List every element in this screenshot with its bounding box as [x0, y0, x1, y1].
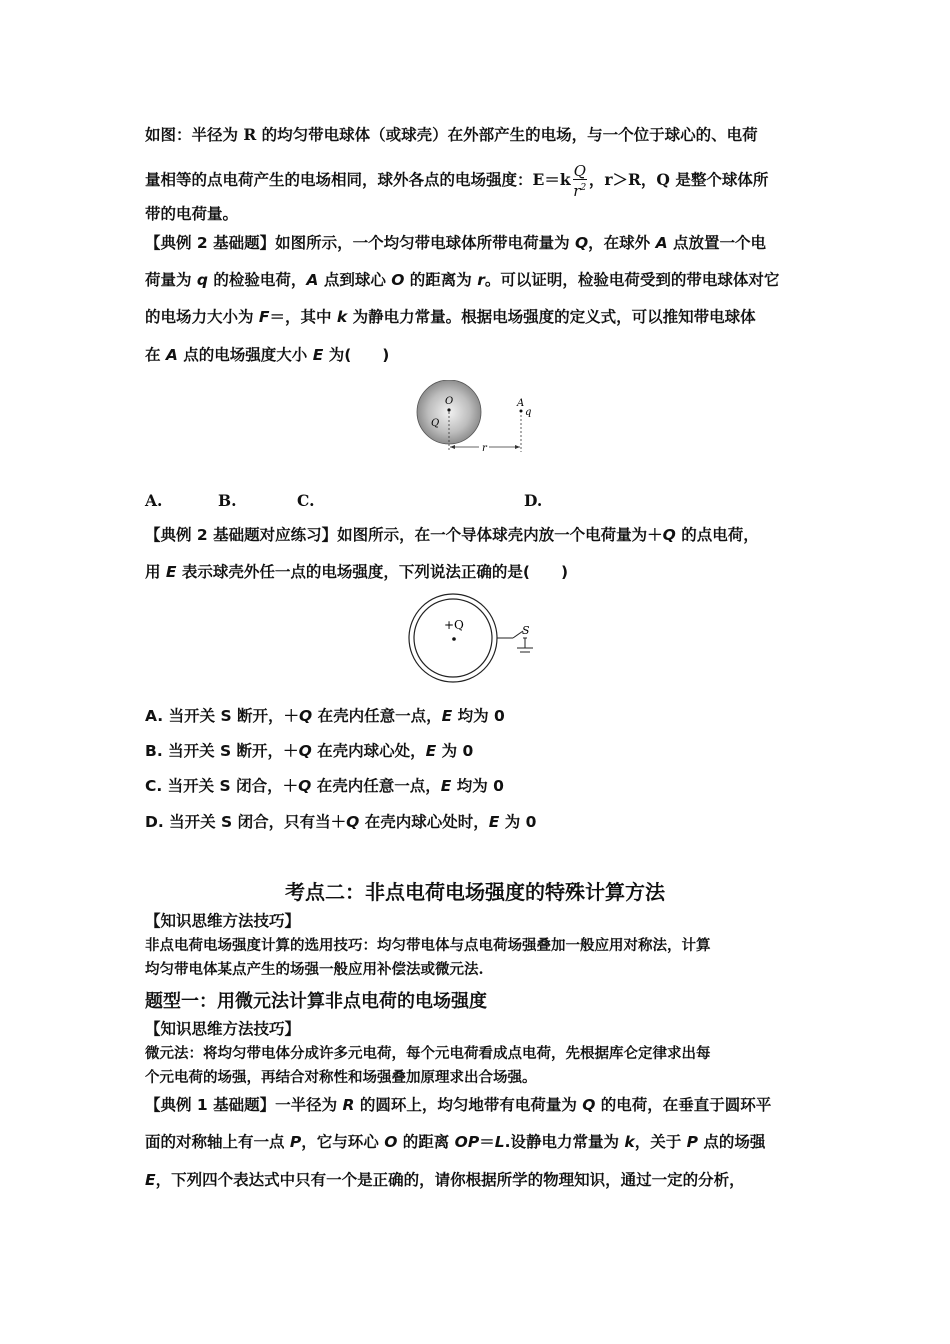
- option-D: D.: [524, 491, 543, 510]
- option-B: B.: [218, 491, 237, 510]
- point-A-dot: [520, 410, 523, 413]
- practice-line-1: 【典例 2 基础题对应练习】如图所示，在一个导体球壳内放一个电荷量为＋Q 的点电荷，: [145, 526, 759, 544]
- tips-line-2: 均匀带电体某点产生的场强一般应用补偿法或微元法.: [145, 961, 484, 978]
- intro-line-2: 量相等的点电荷产生的电场相同，球外各点的电场强度：E＝k $\frac{Q}{r^2}$ ，r＞R，Q 是整个球体所: [145, 162, 769, 200]
- intro-line-1: 如图：半径为 R 的均匀带电球体（或球壳）在外部产生的电场，与一个位于球心的、电荷: [145, 125, 758, 144]
- practice-option-A: A. 当开关 S 断开，＋Q 在壳内任意一点，E 均为 0: [145, 707, 505, 725]
- option-A: A.: [145, 491, 163, 510]
- type1-heading: 题型一：用微元法计算非点电荷的电场强度: [145, 991, 487, 1012]
- example1-line-3: E，下列四个表达式中只有一个是正确的，请你根据所学的物理知识，通过一定的分析，: [145, 1171, 745, 1189]
- label-q: q: [525, 407, 532, 418]
- label-S: S: [522, 624, 530, 637]
- tips-line-1: 非点电荷电场强度计算的选用技巧：均匀带电体与点电荷场强叠加一般应用对称法，计算: [145, 937, 711, 954]
- practice-option-D: D. 当开关 S 闭合，只有当＋Q 在壳内球心处时，E 为 0: [145, 813, 537, 831]
- intro-line-3: 带的电荷量。: [145, 204, 239, 223]
- label-A: A: [517, 398, 525, 409]
- practice-option-B: B. 当开关 S 断开，＋Q 在壳内球心处，E 为 0: [145, 742, 474, 760]
- example2-line-3: 的电场力大小为 F＝，其中 k 为静电力常量。根据电场强度的定义式，可以推知带电球体: [145, 308, 756, 326]
- sphere-center-dot: [447, 408, 450, 411]
- label-r: r: [482, 443, 487, 454]
- charged-sphere-figure: [410, 380, 545, 460]
- label-O: O: [445, 396, 454, 407]
- example2-line-1: 【典例 2 基础题】如图所示，一个均匀带电球体所带电荷量为 Q，在球外 A 点放置一个电: [145, 234, 766, 252]
- label-plus-Q: +Q: [444, 618, 464, 632]
- tips-label: 【知识思维方法技巧】: [145, 912, 301, 930]
- micro-line-1: 微元法：将均匀带电体分成许多元电荷，每个元电荷看成点电荷，先根据库仑定律求出每: [145, 1045, 711, 1062]
- tips-label-2: 【知识思维方法技巧】: [145, 1020, 301, 1038]
- practice-option-C: C. 当开关 S 闭合，＋Q 在壳内任意一点，E 均为 0: [145, 777, 504, 795]
- option-C: C.: [297, 491, 315, 510]
- section-heading: 考点二：非点电荷电场强度的特殊计算方法: [285, 880, 665, 904]
- example2-line-2: 荷量为 q 的检验电荷，A 点到球心 O 的距离为 r。可以证明，检验电荷受到的带电球体对它: [145, 271, 780, 289]
- example1-line-1: 【典例 1 基础题】一半径为 R 的圆环上，均匀地带有电荷量为 Q 的电荷，在垂直于圆环平: [145, 1096, 772, 1114]
- point-charge-dot: [452, 637, 456, 641]
- conducting-shell-figure: [405, 592, 550, 687]
- example1-line-2: 面的对称轴上有一点 P，它与环心 O 的距离 OP＝L.设静电力常量为 k，关于 P 点的场强: [145, 1133, 766, 1151]
- example2-line-4: 在 A 点的电场强度大小 E 为( ): [145, 346, 390, 364]
- practice-line-2: 用 E 表示球壳外任一点的电场强度，下列说法正确的是( ): [145, 563, 569, 581]
- label-Q: Q: [431, 418, 440, 429]
- micro-line-2: 个元电荷的场强，再结合对称性和场强叠加原理求出合场强。: [145, 1069, 537, 1086]
- formula-fraction: $\frac{Q}{r^2}$: [573, 162, 587, 200]
